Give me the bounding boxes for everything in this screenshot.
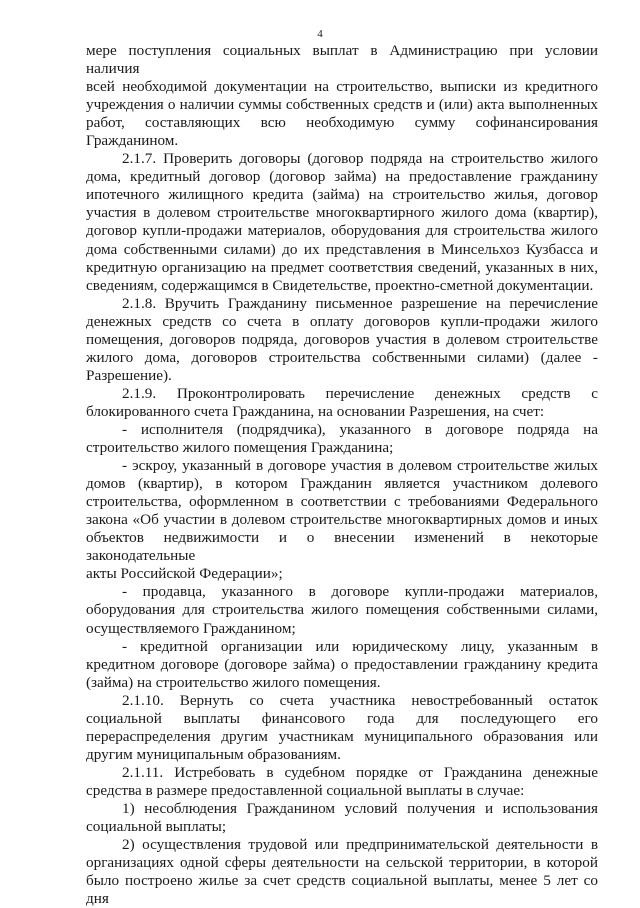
text-line: денежных средств со счета в оплату договоров купли-продажи жилого [86,312,598,330]
text-line: оборудования для строительства жилого помещения собственными силами, [86,601,598,619]
text-line: 2) осуществления трудовой или предпринимательской деятельности в [122,836,598,854]
text-line: - кредитной организации или юридическому лицу, указанным в [122,637,598,655]
text-line: блокированного счета Гражданина, на основании Разрешения, на счет: [86,402,545,420]
text-line: Гражданином. [86,132,179,150]
text-line: (займа) на строительство жилого помещения. [86,673,381,691]
text-line: ипотечного жилищного кредита (займа) на строительство жилья, договор [86,186,598,204]
text-line: домов (квартир), в котором Гражданин является участником долевого [86,475,598,493]
text-line: перераспределения другим участникам муниципального образования или [86,727,598,745]
text-line: Разрешение). [86,366,172,384]
text-line: 2.1.9. Проконтролировать перечисление денежных средств с [122,384,598,402]
text-line: строительство жилого помещения Гражданина; [86,439,394,457]
text-line: кредитную организацию на предмет соответствия сведений, указанных в них, [86,258,598,276]
text-line: объектов недвижимости и о внесении изменений в некоторые законодательные [86,529,598,565]
text-line: 2.1.11. Истребовать в судебном порядке от Гражданина денежные [122,763,598,781]
text-line: организациях одной сферы деятельности на сельской территории, в которой [86,854,598,872]
text-line: закона «Об участии в долевом строительстве многоквартирных домов и иных [86,511,598,529]
text-line: строительства, оформленном в соответствии с требованиями Федерального [86,493,598,511]
text-line: дома, кредитный договор (договор займа) на предоставление гражданину [86,168,598,186]
text-line: договор купли-продажи материалов, оборудования для строительства жилого [86,222,598,240]
text-line: 1) несоблюдения Гражданином условий получения и использования [122,799,598,817]
text-line: 2.1.10. Вернуть со счета участника невостребованный остаток [122,691,598,709]
page-number: 4 [317,28,323,40]
text-line: социальной выплаты; [86,818,227,836]
text-line: было построено жилье за счет средств социальной выплаты, менее 5 лет со дня [86,872,598,908]
text-line: - исполнителя (подрядчика), указанного в договоре подряда на [122,420,598,438]
text-line: мере поступления социальных выплат в Администрацию при условии наличия [86,42,598,78]
text-line: - продавца, указанного в договоре купли-продажи материалов, [122,583,598,601]
text-line: всей необходимой документации на строительство, выписки из кредитного [86,78,598,96]
text-line: дома собственными силами) до их представления в Минсельхоз Кузбасса и [86,240,598,258]
text-line: кредитном договоре (договоре займа) о предоставлении гражданину кредита [86,655,598,673]
text-line: 2.1.7. Проверить договоры (договор подряда на строительство жилого [122,150,598,168]
text-line: средства в размере предоставленной социальной выплаты в случае: [86,781,525,799]
text-line: учреждения о наличии суммы собственных средств и (или) акта выполненных [86,96,598,114]
text-line: помещения, договоров подряда, договоров участия в долевом строительстве [86,330,598,348]
document-body [86,42,598,908]
text-line: осуществляемого Гражданином; [86,619,296,637]
text-line: акты Российской Федерации»; [86,565,283,583]
text-line: - эскроу, указанный в договоре участия в долевом строительстве жилых [122,457,598,475]
text-line: социальной выплаты финансового года для последующего его [86,709,598,727]
text-line: участия в долевом строительстве многоквартирного жилого дома (квартир), [86,204,598,222]
text-line: 2.1.8. Вручить Гражданину письменное разрешение на перечисление [122,294,598,312]
text-line: другим муниципальным образованиям. [86,745,341,763]
text-line: жилого дома, договоров строительства собственными силами) (далее - [86,348,598,366]
text-line: сведениям, содержащимся в Свидетельстве, проектно-сметной документации. [86,276,594,294]
text-line: работ, составляющих всю необходимую сумму софинансирования [86,114,598,132]
